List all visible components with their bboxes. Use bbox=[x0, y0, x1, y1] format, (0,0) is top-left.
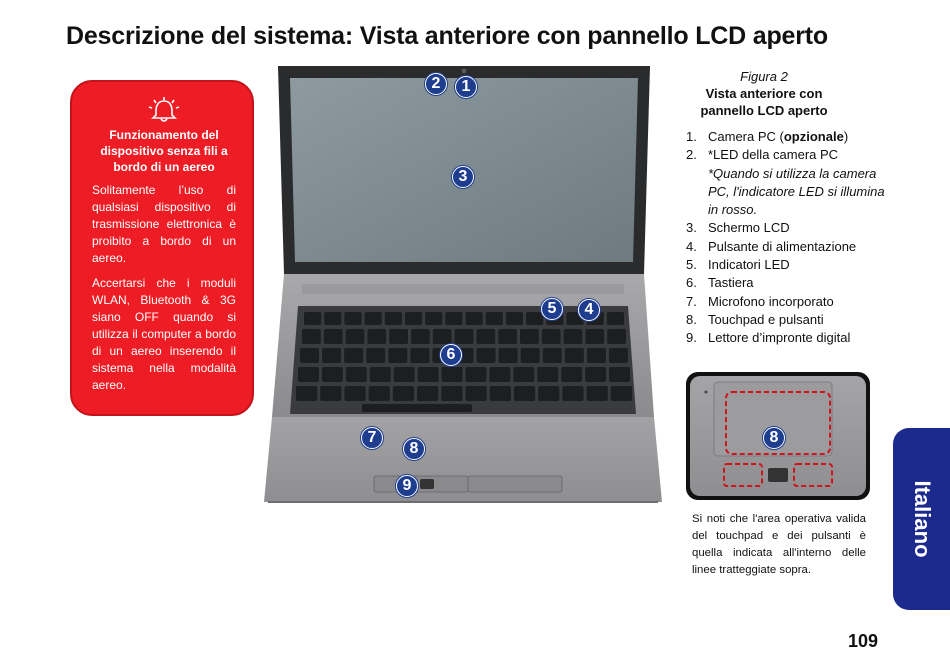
list-item bbox=[686, 293, 886, 311]
callout-1: 1 bbox=[455, 76, 477, 98]
item-text: Pulsante di alimentazione bbox=[708, 238, 857, 254]
warning-box bbox=[70, 80, 254, 416]
keyboard-key bbox=[526, 312, 543, 325]
keyboard-key bbox=[298, 367, 319, 382]
keyboard-key bbox=[393, 386, 414, 401]
keyboard-key bbox=[441, 386, 462, 401]
keyboard-key bbox=[433, 329, 452, 344]
figure-caption bbox=[688, 68, 840, 119]
laptop-illustration bbox=[262, 62, 664, 508]
keyboard-key bbox=[302, 329, 321, 344]
item-number: 3. bbox=[686, 220, 697, 236]
callout-5: 5 bbox=[541, 298, 563, 320]
item-text: Indicatori LED bbox=[708, 257, 790, 273]
callout-3: 3 bbox=[452, 166, 474, 188]
item-number: 2. bbox=[686, 147, 697, 163]
keyboard-key bbox=[385, 312, 402, 325]
item-text: Lettore d’impronte digital bbox=[708, 330, 851, 346]
keyboard-key bbox=[609, 348, 628, 363]
keyboard-key bbox=[466, 386, 487, 401]
keyboard-key bbox=[344, 312, 361, 325]
item-text-suffix: ) bbox=[843, 129, 849, 144]
keyboard-key bbox=[389, 329, 408, 344]
keyboard-spacebar bbox=[362, 404, 472, 412]
language-label: Italiano bbox=[909, 480, 935, 558]
keyboard-key bbox=[476, 329, 495, 344]
page-number: 109 bbox=[848, 631, 879, 651]
item-number: 1. bbox=[686, 129, 697, 144]
keyboard-key bbox=[514, 386, 535, 401]
callout-8: 8 bbox=[403, 438, 425, 460]
keyboard-key bbox=[322, 348, 341, 363]
item-bold: opzionale bbox=[783, 129, 844, 144]
keyboard-key bbox=[609, 367, 630, 382]
keyboard-key bbox=[410, 348, 429, 363]
callout-7: 7 bbox=[361, 427, 383, 449]
list-item bbox=[686, 274, 886, 292]
component-list bbox=[686, 128, 886, 348]
keyboard-key bbox=[565, 348, 584, 363]
keyboard-key bbox=[300, 348, 319, 363]
keyboard-key bbox=[411, 329, 430, 344]
list-item bbox=[686, 146, 886, 219]
list-item bbox=[686, 238, 886, 256]
keyboard-key bbox=[561, 367, 582, 382]
keyboard-key bbox=[425, 312, 442, 325]
keyboard-key bbox=[365, 312, 382, 325]
list-item bbox=[686, 329, 886, 347]
keyboard-key bbox=[562, 386, 583, 401]
keyboard-key bbox=[370, 367, 391, 382]
airplane-wireless-warning-icon bbox=[148, 96, 180, 124]
callout-2: 2 bbox=[425, 73, 447, 95]
touchpad-caption: Si noti che l'area operativa valida del touchpad e dei pulsanti è quella indicata all'interno delle linee tratteggiate sopra. bbox=[692, 513, 866, 576]
keyboard-key bbox=[394, 367, 415, 382]
keyboard-key bbox=[520, 329, 539, 344]
item-text: Microfono incorporato bbox=[708, 293, 834, 309]
keyboard-key bbox=[490, 386, 511, 401]
keyboard-key bbox=[585, 329, 604, 344]
keyboard-key bbox=[417, 386, 438, 401]
keyboard-key bbox=[366, 348, 385, 363]
keyboard-key bbox=[466, 367, 487, 382]
keyboard-key bbox=[587, 386, 608, 401]
keyboard-key bbox=[607, 329, 626, 344]
keyboard-key bbox=[405, 312, 422, 325]
item-text: Schermo LCD bbox=[708, 220, 790, 236]
keyboard-key bbox=[499, 348, 518, 363]
list-item bbox=[686, 128, 886, 146]
keyboard-key bbox=[611, 386, 632, 401]
keyboard-key bbox=[344, 386, 365, 401]
item-number: 7. bbox=[686, 293, 697, 309]
keyboard-key bbox=[344, 348, 363, 363]
item-text: *LED della camera PC bbox=[708, 147, 839, 163]
keyboard-key bbox=[607, 312, 624, 325]
figure-label: Figura 2 bbox=[740, 69, 788, 84]
keyboard-key bbox=[513, 367, 534, 382]
callout-4: 4 bbox=[578, 299, 600, 321]
list-item bbox=[686, 256, 886, 274]
keyboard-key bbox=[542, 329, 561, 344]
callout-8-touchpad: 8 bbox=[763, 427, 785, 449]
item-number: 5. bbox=[686, 257, 697, 273]
keyboard-key bbox=[537, 367, 558, 382]
warning-paragraph-1: Solitamente l’uso di qualsiasi dispositivo di trasmissione elettronica è proibito a bordo di un aereo. bbox=[92, 183, 236, 265]
keyboard-key bbox=[506, 312, 523, 325]
keyboard-key bbox=[564, 329, 583, 344]
keyboard-key bbox=[388, 348, 407, 363]
keyboard-key bbox=[442, 367, 463, 382]
callout-9: 9 bbox=[396, 475, 418, 497]
item-number: 9. bbox=[686, 330, 697, 346]
laptop-front-view-figure bbox=[262, 62, 664, 508]
list-item bbox=[686, 311, 886, 329]
keyboard-key bbox=[455, 329, 474, 344]
keyboard-key bbox=[538, 386, 559, 401]
keyboard-key bbox=[587, 348, 606, 363]
keyboard-key bbox=[346, 329, 365, 344]
keyboard-key bbox=[489, 367, 510, 382]
list-item bbox=[686, 219, 886, 237]
keyboard-key bbox=[304, 312, 321, 325]
item-number: 8. bbox=[686, 311, 697, 327]
keyboard-key bbox=[466, 312, 483, 325]
item-number: 4. bbox=[686, 238, 697, 254]
item-text: Touchpad e pulsanti bbox=[708, 311, 824, 327]
item-text: Tastiera bbox=[708, 275, 754, 291]
item-text: Camera PC ( bbox=[708, 129, 784, 144]
warning-paragraph-2: Accertarsi che i moduli WLAN, Bluetooth & 3G siano OFF quando si utilizza il computer a bordo di un aereo inserendo il sistema nella modalità aereo. bbox=[92, 276, 236, 392]
warning-heading: Funzionamento del dispositivo senza fili a bordo di un aereo bbox=[100, 128, 228, 174]
item-note: *Quando si utilizza la camera PC, l'indicatore LED si illumina in rosso. bbox=[708, 165, 885, 218]
keyboard-key bbox=[296, 386, 317, 401]
keyboard-key bbox=[418, 367, 439, 382]
page-title: Descrizione del sistema: Vista anteriore con pannello LCD aperto bbox=[66, 22, 828, 50]
keyboard-key bbox=[369, 386, 390, 401]
keyboard-key bbox=[477, 348, 496, 363]
item-number: 6. bbox=[686, 275, 697, 291]
callout-6: 6 bbox=[440, 344, 462, 366]
keyboard-key bbox=[322, 367, 343, 382]
keyboard-key bbox=[585, 367, 606, 382]
keyboard-key bbox=[543, 348, 562, 363]
figure-title: Vista anteriore con pannello LCD aperto bbox=[700, 86, 828, 118]
keyboard-key bbox=[498, 329, 517, 344]
keyboard-key bbox=[521, 348, 540, 363]
keyboard-key bbox=[324, 329, 343, 344]
language-tab bbox=[893, 428, 950, 610]
touchpad-figure bbox=[686, 372, 870, 500]
keyboard-key bbox=[320, 386, 341, 401]
keyboard-key bbox=[346, 367, 367, 382]
keyboard-key bbox=[367, 329, 386, 344]
keyboard-key bbox=[324, 312, 341, 325]
keyboard-key bbox=[445, 312, 462, 325]
keyboard-key bbox=[486, 312, 503, 325]
